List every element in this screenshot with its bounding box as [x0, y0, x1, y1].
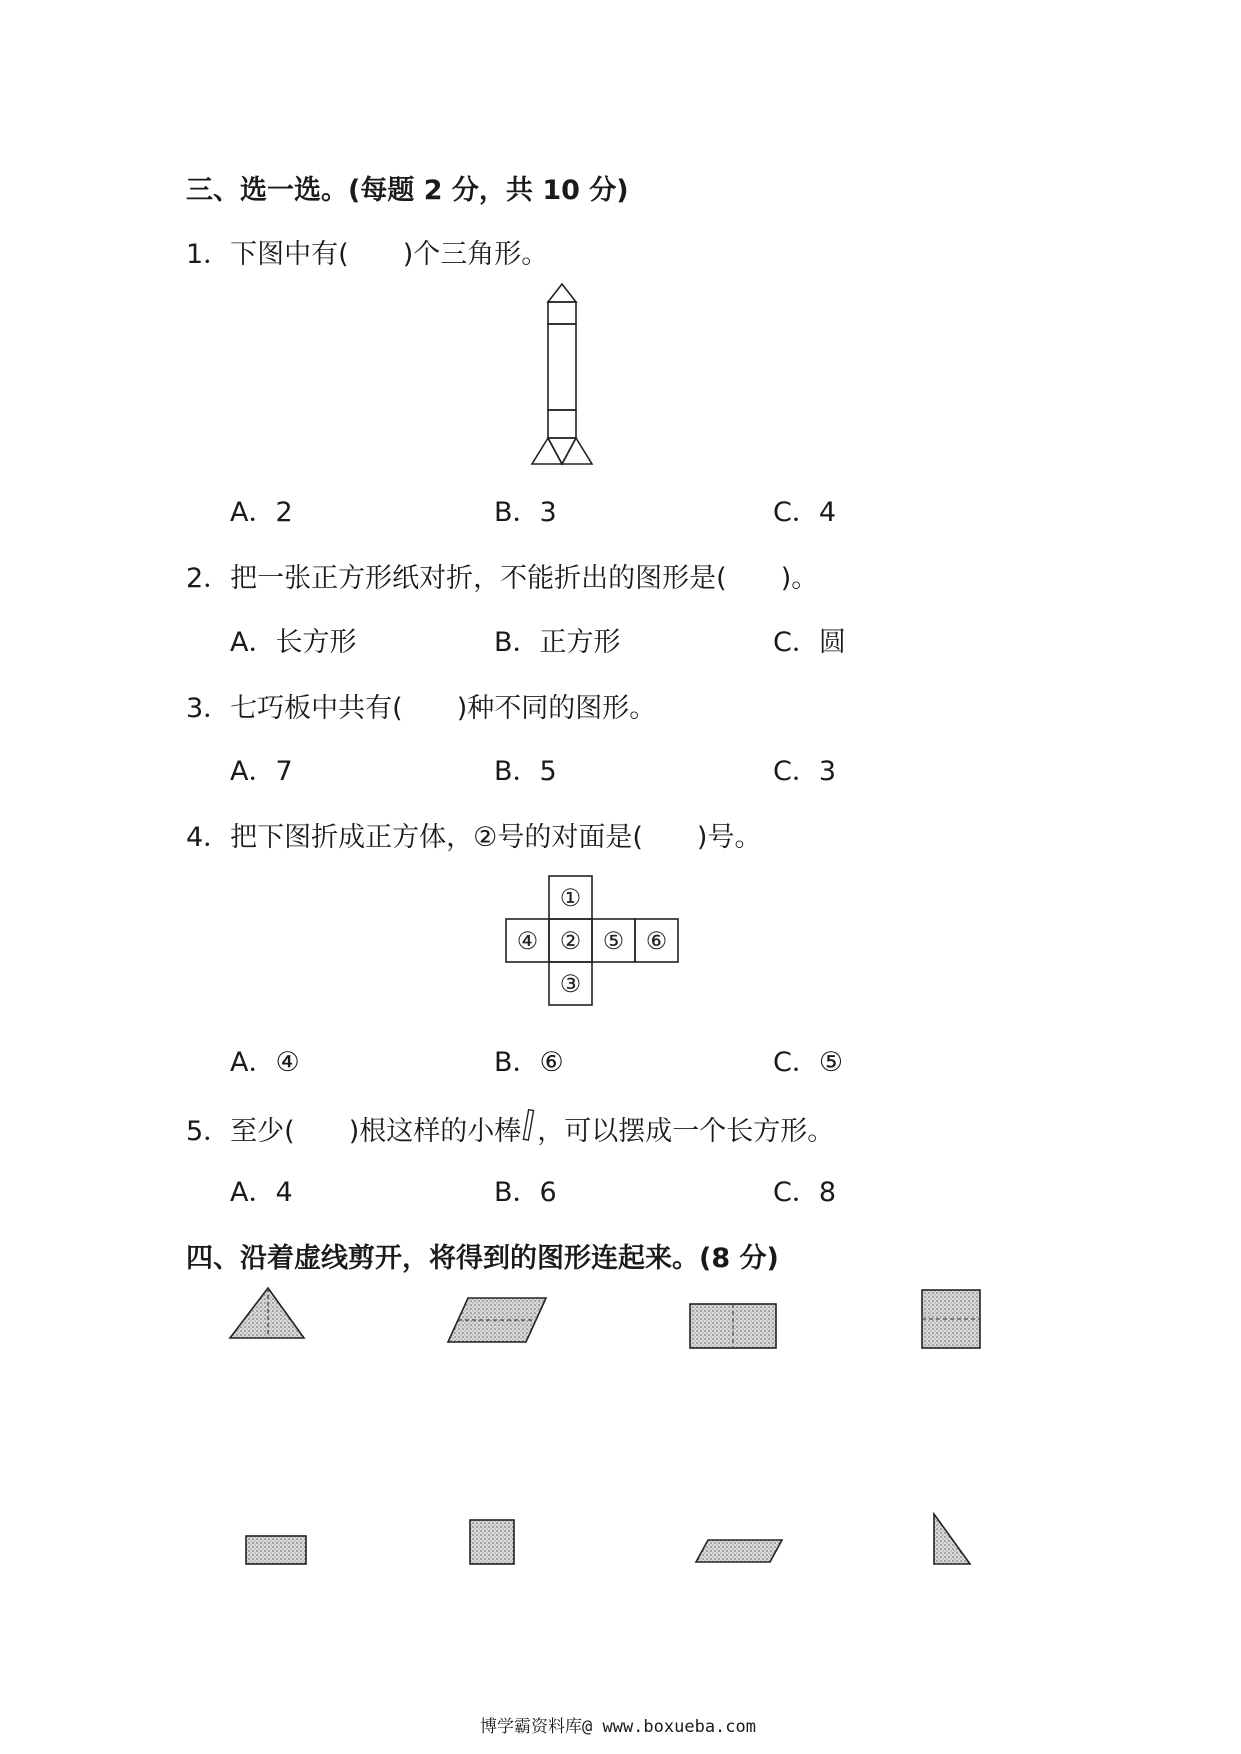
shape-triangle-dashed[interactable]: [228, 1286, 308, 1342]
cube-face-row-2: ②: [559, 927, 582, 955]
section-4-title: 四、沿着虚线剪开，将得到的图形连起来。(8 分): [186, 1243, 779, 1274]
shape-small-rectangle[interactable]: [244, 1534, 308, 1566]
shape-small-square[interactable]: [468, 1518, 516, 1566]
question-2-option-a[interactable]: A．长方形: [230, 627, 357, 658]
rocket-figure: [530, 282, 594, 468]
question-1-option-c[interactable]: C．4: [773, 497, 837, 528]
question-1-option-b[interactable]: B．3: [494, 497, 557, 528]
question-4-option-a[interactable]: A．④: [230, 1047, 300, 1078]
question-5-stem-after: ，可以摆成一个长方形。: [537, 1116, 835, 1147]
footer-watermark: 博学霸资料库@ www.boxueba.com: [480, 1717, 756, 1737]
question-5-option-b[interactable]: B．6: [494, 1177, 557, 1208]
shape-small-parallelogram[interactable]: [694, 1538, 784, 1566]
question-3-option-c[interactable]: C．3: [773, 756, 837, 787]
cube-net-figure: [504, 874, 680, 1008]
question-3-option-b[interactable]: B．5: [494, 756, 557, 787]
question-1-stem: 1．下图中有( )个三角形。: [186, 239, 549, 270]
question-5-stem: [186, 1108, 834, 1148]
shape-square-dashed[interactable]: [920, 1288, 982, 1350]
shape-parallelogram-dashed[interactable]: [446, 1296, 548, 1346]
question-5-option-a[interactable]: A．4: [230, 1177, 293, 1208]
cube-face-top: ①: [559, 884, 582, 912]
shape-rectangle-dashed[interactable]: [688, 1302, 778, 1350]
question-5-stem-before: 5．至少( )根这样的小棒: [186, 1116, 522, 1147]
question-5-option-c[interactable]: C．8: [773, 1177, 837, 1208]
section-3-title: 三、选一选。(每题 2 分，共 10 分): [186, 175, 629, 206]
question-2-option-b[interactable]: B．正方形: [494, 627, 621, 658]
cube-face-row-4: ⑥: [645, 927, 668, 955]
cube-face-row-3: ⑤: [602, 927, 625, 955]
question-3-option-a[interactable]: A．7: [230, 756, 293, 787]
question-2-stem: 2．把一张正方形纸对折，不能折出的图形是( )。: [186, 563, 819, 594]
cube-face-row-1: ④: [516, 927, 539, 955]
shape-small-right-triangle[interactable]: [932, 1512, 974, 1566]
question-4-option-c[interactable]: C．⑤: [773, 1047, 844, 1078]
question-4-stem: 4．把下图折成正方体，②号的对面是( )号。: [186, 822, 762, 853]
question-4-option-b[interactable]: B．⑥: [494, 1047, 564, 1078]
cube-face-bottom: ③: [559, 970, 582, 998]
stick-icon: [521, 1108, 537, 1144]
question-3-stem: 3．七巧板中共有( )种不同的图形。: [186, 693, 657, 724]
question-1-option-a[interactable]: A．2: [230, 497, 293, 528]
question-2-option-c[interactable]: C．圆: [773, 627, 846, 658]
